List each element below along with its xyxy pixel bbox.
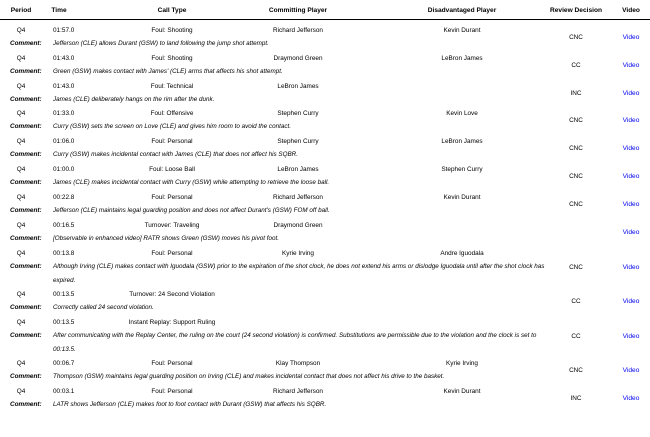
table-row xyxy=(0,288,650,301)
video-link[interactable]: Video xyxy=(622,264,640,271)
review-decision: CNC xyxy=(569,145,583,153)
table-row xyxy=(0,52,650,65)
video-link[interactable]: Video xyxy=(622,117,640,125)
cell-period: Q4 xyxy=(16,250,26,257)
comment-label: Comment: xyxy=(10,40,42,47)
video-link[interactable]: Video xyxy=(622,229,640,237)
comment-text: [Observable in enhanced video] RATR shows Green (GSW) moves his pivot foot. xyxy=(53,235,279,242)
comment-text: LATR shows Jefferson (CLE) makes foot to foot contact with Durant (GSW) that affects his SQBR. xyxy=(53,401,327,408)
cell-period: Q4 xyxy=(16,222,26,229)
cell-committing-player: Richard Jefferson xyxy=(273,194,323,201)
cell-committing-player: Klay Thompson xyxy=(275,360,321,367)
video-link[interactable]: Video xyxy=(622,395,640,403)
review-decision: CNC xyxy=(569,34,583,42)
review-decision: CNC xyxy=(569,367,583,375)
table-row xyxy=(0,385,650,398)
table-row xyxy=(0,219,650,232)
review-decision: CC xyxy=(571,333,581,340)
video-link[interactable]: Video xyxy=(622,201,640,209)
table-row xyxy=(0,191,650,204)
cell-committing-player: Draymond Green xyxy=(273,55,323,62)
cell-period: Q4 xyxy=(16,55,26,62)
cell-committing-player: Stephen Curry xyxy=(277,138,319,145)
comment-label: Comment: xyxy=(10,207,42,214)
cell-committing-player: Draymond Green xyxy=(273,222,323,229)
comment-text: Although Irving (CLE) makes contact with Iguodala (GSW) prior to the expiration of the shot clock, he does not extend his arms or dislodge Iguodala until after the shot clock has expired. xyxy=(53,263,545,284)
cell-disadvantaged-player: Andre Iguodala xyxy=(440,250,484,257)
comment-label: Comment: xyxy=(10,151,42,158)
table-row xyxy=(0,107,650,120)
header-video: Video xyxy=(622,7,640,14)
comment-text: James (CLE) makes incidental contact with Curry (GSW) while attempting to retrieve the loose ball. xyxy=(53,179,330,186)
comment-label: Comment: xyxy=(10,123,42,130)
comment-label: Comment: xyxy=(10,96,42,103)
cell-time: 01:43.0 xyxy=(53,55,75,62)
cell-disadvantaged-player: Stephen Curry xyxy=(441,166,483,173)
cell-call-type: Turnover: Traveling xyxy=(144,222,200,229)
cell-call-type: Turnover: 24 Second Violation xyxy=(129,291,215,298)
cell-period: Q4 xyxy=(16,360,26,367)
cell-time: 00:06.7 xyxy=(53,360,75,367)
comment-text: Jefferson (CLE) maintains legal guarding position and does not affect Durant's (GSW) FOM off ball. xyxy=(53,207,330,214)
cell-call-type: Foul: Personal xyxy=(151,250,193,257)
cell-time: 00:13.5 xyxy=(53,291,75,298)
comment-text: Curry (GSW) sets the screen on Love (CLE) and gives him room to avoid the contact. xyxy=(53,123,291,130)
cell-committing-player: Stephen Curry xyxy=(277,110,319,117)
review-decision: CNC xyxy=(569,117,583,125)
cell-period: Q4 xyxy=(16,388,26,395)
comment-label: Comment: xyxy=(10,179,42,186)
cell-period: Q4 xyxy=(16,194,26,201)
cell-call-type: Foul: Loose Ball xyxy=(149,166,195,173)
review-decision: CNC xyxy=(569,264,583,271)
video-link[interactable]: Video xyxy=(622,62,640,70)
cell-time: 01:33.0 xyxy=(53,110,75,117)
cell-period: Q4 xyxy=(16,110,26,117)
header-committing-player: Committing Player xyxy=(268,7,328,14)
cell-time: 00:13.5 xyxy=(53,319,75,326)
cell-committing-player: Richard Jefferson xyxy=(273,388,323,395)
cell-call-type: Foul: Shooting xyxy=(151,55,193,62)
comment-label: Comment: xyxy=(10,373,42,380)
review-decision: CC xyxy=(571,62,581,70)
cell-disadvantaged-player: Kevin Love xyxy=(446,110,478,117)
cell-call-type: Foul: Shooting xyxy=(151,27,193,34)
cell-time: 01:06.0 xyxy=(53,138,75,145)
comment-label: Comment: xyxy=(10,304,42,311)
cell-call-type: Foul: Personal xyxy=(151,388,193,395)
review-decision: INC xyxy=(570,90,582,98)
table-row xyxy=(0,163,650,176)
cell-period: Q4 xyxy=(16,319,26,326)
comment-text: Green (GSW) makes contact with James' (CLE) arms that affects his shot attempt. xyxy=(53,68,283,75)
review-decision: CC xyxy=(571,298,581,306)
cell-committing-player: Kyrie Irving xyxy=(282,250,314,257)
header-rule xyxy=(0,19,650,20)
video-link[interactable]: Video xyxy=(622,145,640,153)
review-decision: CNC xyxy=(569,173,583,181)
header-call-type: Call Type xyxy=(157,7,187,14)
table-row xyxy=(0,316,650,329)
header-review-decision: Review Decision xyxy=(549,7,603,14)
cell-time: 00:22.8 xyxy=(53,194,75,201)
review-decision: CNC xyxy=(569,201,583,209)
comment-text: James (CLE) deliberately hangs on the rim after the dunk. xyxy=(53,96,215,103)
video-link[interactable]: Video xyxy=(622,367,640,375)
cell-call-type: Foul: Personal xyxy=(151,194,193,201)
comment-label: Comment: xyxy=(10,263,42,270)
cell-disadvantaged-player: Kevin Durant xyxy=(443,194,481,201)
table-row xyxy=(0,357,650,370)
cell-time: 01:00.0 xyxy=(53,166,75,173)
cell-period: Q4 xyxy=(16,138,26,145)
comment-label: Comment: xyxy=(10,332,42,339)
cell-committing-player: LeBron James xyxy=(277,83,319,90)
cell-call-type: Instant Replay: Support Ruling xyxy=(128,319,216,326)
table-header xyxy=(0,4,650,17)
table-row xyxy=(0,135,650,148)
cell-time: 01:43.0 xyxy=(53,83,75,90)
cell-period: Q4 xyxy=(16,291,26,298)
table-row xyxy=(0,80,650,93)
cell-call-type: Foul: Personal xyxy=(151,360,193,367)
comment-text: Correctly called 24 second violation. xyxy=(53,304,154,311)
comment-label: Comment: xyxy=(10,235,42,242)
table-row xyxy=(0,24,650,37)
cell-period: Q4 xyxy=(16,83,26,90)
cell-period: Q4 xyxy=(16,166,26,173)
header-disadvantaged-player: Disadvantaged Player xyxy=(427,7,497,14)
cell-disadvantaged-player: Kevin Durant xyxy=(443,388,481,395)
cell-committing-player: Richard Jefferson xyxy=(273,27,323,34)
video-link[interactable]: Video xyxy=(622,333,640,340)
cell-time: 00:03.1 xyxy=(53,388,75,395)
cell-disadvantaged-player: Kevin Durant xyxy=(443,27,481,34)
video-link[interactable]: Video xyxy=(622,173,640,181)
comment-text: Curry (GSW) makes incidental contact with James (CLE) that does not affect his SQBR. xyxy=(53,151,298,158)
video-link[interactable]: Video xyxy=(622,90,640,98)
cell-committing-player: LeBron James xyxy=(277,166,319,173)
table-row xyxy=(0,247,650,260)
comment-text: After communicating with the Replay Center, the ruling on the court (24 second violation) is confirmed. Substitutions are permissible due to the violation and the clock is set to 00:13.5. xyxy=(53,332,537,353)
cell-time: 01:57.0 xyxy=(53,27,75,34)
comment-text: Thompson (GSW) maintains legal guarding position on Irving (CLE) and makes incidental contact that does not affect his drive to the basket. xyxy=(53,373,445,380)
header-period: Period xyxy=(10,7,32,14)
cell-call-type: Foul: Offensive xyxy=(150,110,194,117)
cell-time: 00:16.5 xyxy=(53,222,75,229)
cell-call-type: Foul: Technical xyxy=(150,83,194,90)
comment-label: Comment: xyxy=(10,401,42,408)
video-link[interactable]: Video xyxy=(622,34,640,42)
cell-disadvantaged-player: Kyrie Irving xyxy=(446,360,478,367)
review-decision: INC xyxy=(570,395,582,403)
comment-label: Comment: xyxy=(10,68,42,75)
video-link[interactable]: Video xyxy=(622,298,640,306)
cell-disadvantaged-player: LeBron James xyxy=(441,138,483,145)
comment-text: Jefferson (CLE) allows Durant (GSW) to land following the jump shot attempt. xyxy=(53,40,269,47)
header-time: Time xyxy=(51,7,67,14)
cell-call-type: Foul: Personal xyxy=(151,138,193,145)
cell-time: 00:13.8 xyxy=(53,250,75,257)
cell-period: Q4 xyxy=(16,27,26,34)
cell-disadvantaged-player: LeBron James xyxy=(441,55,483,62)
